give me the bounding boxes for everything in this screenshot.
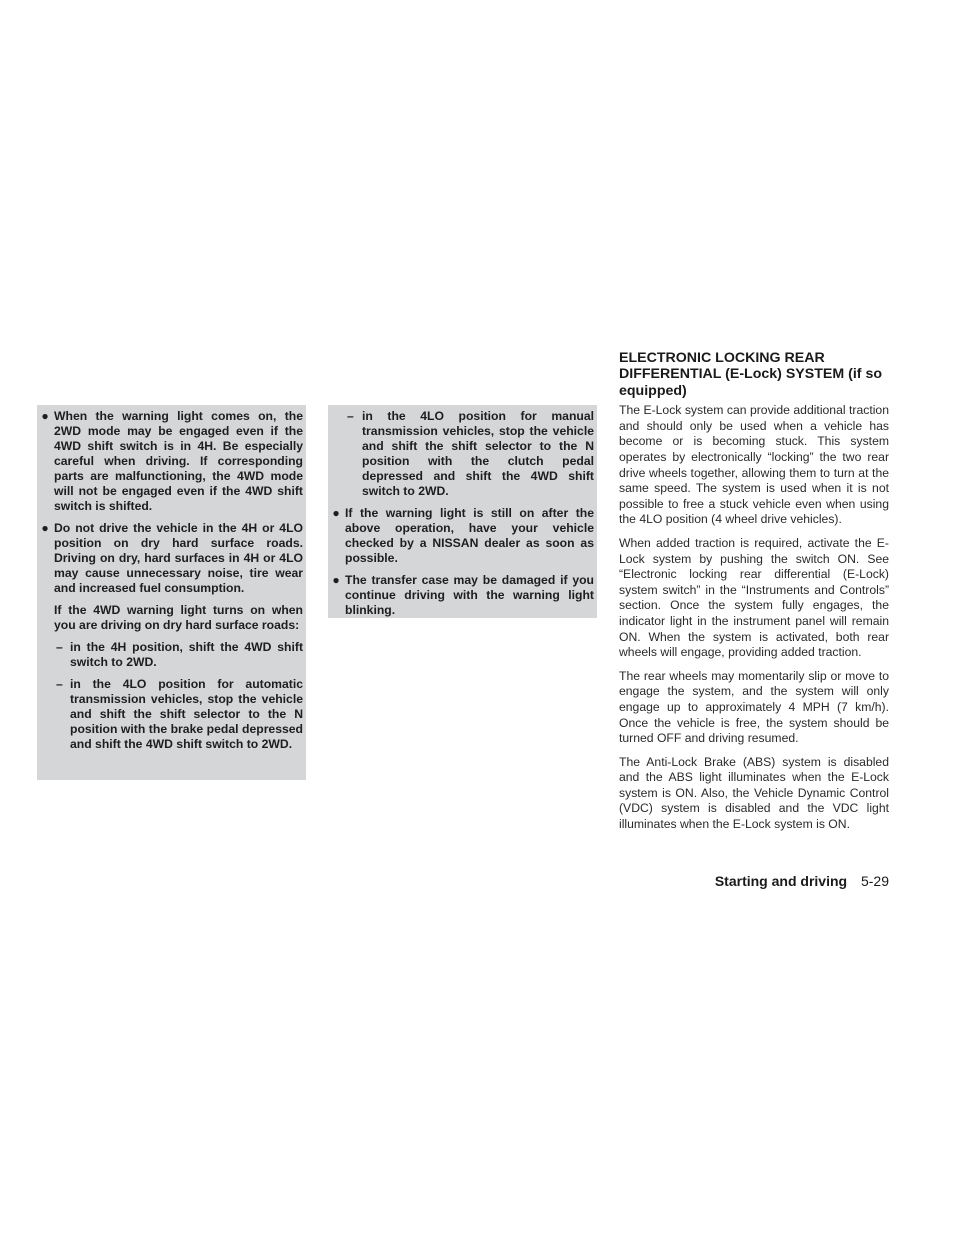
warning-bullet (37, 521, 303, 596)
bullet-icon: ● (332, 573, 340, 587)
warning-bullet-text: Do not drive the vehicle in the 4H or 4LO position on dry hard surface roads. Driving on dry, hard surfaces in 4H or 4LO may cause unnecessary noise, tire wear and increased fuel consumption. (54, 521, 303, 595)
dash-icon: – (347, 409, 354, 423)
warning-bullet (328, 573, 594, 618)
bullet-icon: ● (41, 409, 49, 423)
warning-dash-text: in the 4LO position for manual transmission vehicles, stop the vehicle and shift the shift selector to the N position with the clutch pedal depressed and shift the 4WD shift switch to 2WD. (362, 409, 594, 498)
page-number: 5-29 (860, 873, 889, 889)
body-paragraph: The rear wheels may momentarily slip or move to engage the system, and the system will only engage up to approximately 4 MPH (7 km/h). Once the vehicle is free, the system should be turned OFF and driving resumed. (619, 668, 889, 746)
section-title: ELECTRONIC LOCKING REAR DIFFERENTIAL (E-Lock) SYSTEM (if so equipped) (619, 350, 883, 399)
warning-bullet-text: When the warning light comes on, the 2WD mode may be engaged even if the 4WD shift switch is in 4H. Be especially careful when driving. If corresponding parts are malfunctioning, the 4WD mode will not be engaged even if the 4WD shift switch is shifted. (54, 409, 303, 513)
warning-bullet (37, 409, 303, 514)
warning-bullet (328, 506, 594, 566)
warning-condition-text: If the 4WD warning light turns on when you are driving on dry hard surface roads: (54, 603, 303, 632)
warning-box-right (328, 405, 597, 618)
page-footer (715, 872, 889, 890)
warning-dash-text: in the 4H position, shift the 4WD shift switch to 2WD. (70, 640, 303, 669)
warning-dash-item (328, 409, 594, 499)
dash-icon: – (56, 677, 63, 691)
warning-dash-item (37, 640, 303, 670)
warning-dash-item (37, 677, 303, 752)
warning-dash-text: in the 4LO position for automatic transmission vehicles, stop the vehicle and shift the shift selector to the N position with the brake pedal depressed and shift the 4WD shift switch to 2WD. (70, 677, 303, 751)
dash-icon: – (56, 640, 63, 654)
body-paragraph: The E-Lock system can provide additional traction and should only be used when a vehicle has become or is becoming stuck. This system operates by electronically “locking” the two rear drive wheels together, allowing them to turn at the same speed. The system is used when it is not possible to free a stuck vehicle even when using the 4LO position (4 wheel drive vehicles). (619, 403, 889, 527)
warning-box-left (37, 405, 306, 780)
bullet-icon: ● (41, 521, 49, 535)
bullet-icon: ● (332, 506, 340, 520)
warning-bullet-text: The transfer case may be damaged if you continue driving with the warning light blinking. (345, 573, 594, 617)
section-column (619, 350, 889, 841)
footer-section-name: Starting and driving (714, 873, 848, 889)
body-paragraph: When added traction is required, activate the E-Lock system by pushing the switch ON. See “Electronic locking rear differential (E-Lock) system switch” in the “Instruments and Controls” section. Once the system fully engages, the indicator light in the instrument panel will remain ON. When the system is activated, both rear wheels will engage, providing added traction. (619, 535, 889, 660)
warning-bullet-text: If the warning light is still on after the above operation, have your vehicle checked by a NISSAN dealer as soon as possible. (345, 506, 594, 565)
body-paragraph: The Anti-Lock Brake (ABS) system is disabled and the ABS light illuminates when the E-Lock system is ON. Also, the Vehicle Dynamic Control (VDC) system is disabled and the VDC light illuminates when the E-Lock system is ON. (619, 754, 889, 832)
